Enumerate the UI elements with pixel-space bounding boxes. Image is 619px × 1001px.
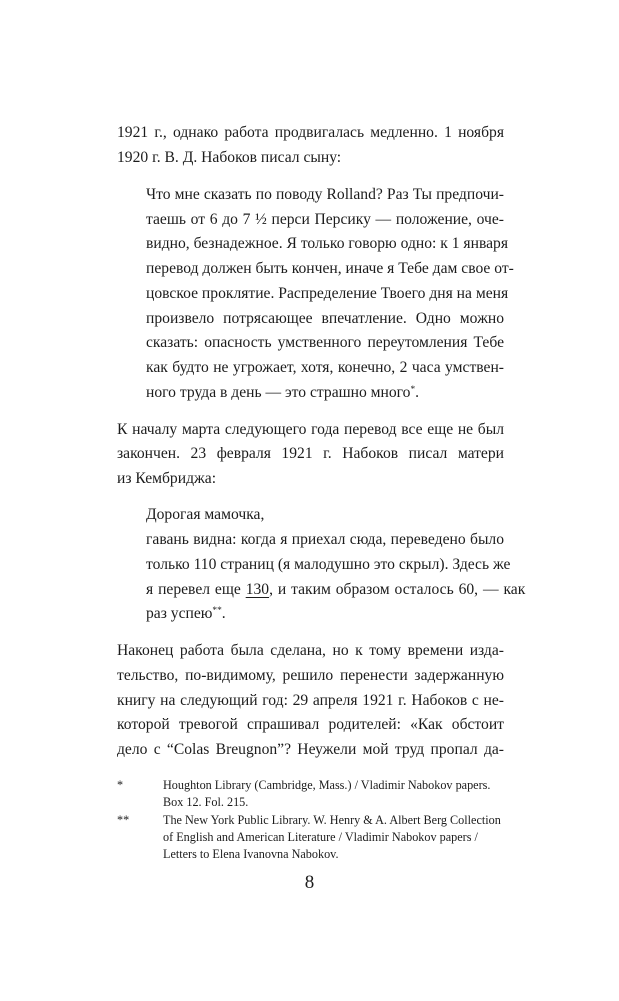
underlined-number: 130 [245, 581, 270, 598]
quote-1-line-8: как будто не угрожает, хотя, конечно, 2 часа умствен- [146, 359, 504, 376]
paragraph-3-line-1: Наконец работа была сделана, но к тому времени изда- [117, 642, 504, 659]
quote-2-line-4 [146, 604, 504, 624]
footnote-2-line-1: The New York Public Library. W. Henry & A. Albert Berg Collection [163, 813, 501, 827]
quote-1-line-4: перевод должен быть кончен, иначе я Тебе дам свое от- [146, 260, 514, 277]
footnote-ref-1: * [410, 384, 416, 395]
paragraph-2-line-3: из Кембриджа: [117, 470, 217, 487]
paragraph-1-line-2: 1920 г. В. Д. Набоков писал сыну: [117, 149, 342, 166]
quote-1-line-1: Что мне сказать по поводу Rolland? Раз Ты предпочи- [146, 186, 504, 203]
footnote-1-line-1: Houghton Library (Cambridge, Mass.) / Vladimir Nabokov papers. [163, 778, 491, 792]
paragraph-3-line-4: которой тревогой спрашивал родителей: «Как обстоит [117, 716, 504, 733]
quote-1-line-9-text: ного труда в день — это страшно много [146, 384, 411, 401]
quote-2-line-3-start: я перевел еще [146, 581, 246, 598]
paragraph-3-line-3: книгу на следующий год: 29 апреля 1921 г. Набоков с не- [117, 692, 504, 709]
paragraph-3-line-2: тельство, по-видимому, решило перенести задержанную [117, 667, 504, 684]
footnote-1-mark: * [117, 778, 124, 792]
page-number: 8 [304, 872, 315, 893]
quote-1-line-7: сказать: опасность умственного переутомления Тебе [146, 334, 504, 351]
quote-2-line-2: только 110 страниц (я малодушно это скрыл). Здесь же [146, 556, 511, 573]
quote-2-greeting: Дорогая мамочка, [146, 506, 265, 523]
quote-2-line-3-end: , и таким образом осталось 60, — как [269, 581, 526, 598]
paragraph-1-line-1: 1921 г., однако работа продвигалась медленно. 1 ноября [117, 124, 504, 141]
paragraph-2-line-1: К началу марта следующего года перевод все еще не был [117, 421, 504, 438]
quote-2-line-4-end: . [221, 605, 226, 622]
quote-1-line-9: ного труда в день — это страшно много*. [146, 384, 420, 401]
quote-1-line-5: цовское проклятие. Распределение Твоего дня на меня [146, 285, 509, 302]
quote-2-line-4-text: раз успею [146, 605, 213, 622]
quote-1-line-2: таешь от 6 до 7 ½ перси Персику — положение, оче- [146, 211, 504, 228]
footnote-ref-2: ** [212, 605, 222, 616]
quote-1-line-6: произвело потрясающее впечатление. Одно можно [146, 310, 504, 327]
quote-2-line-3 [146, 580, 526, 600]
quote-2-line-1: гавань видна: когда я приехал сюда, переведено было [146, 531, 504, 548]
paragraph-2-line-2: закончен. 23 февраля 1921 г. Набоков писал матери [117, 445, 504, 462]
footnote-2-line-3: Letters to Elena Ivanovna Nabokov. [163, 847, 339, 861]
footnote-2-line-2: of English and American Literature / Vladimir Nabokov papers / [163, 830, 478, 844]
quote-1-line-3: видно, безнадежное. Я только говорю одно: к 1 января [146, 235, 508, 252]
paragraph-3-line-5: дело с “Colas Breugnon”? Неужели мой труд пропал да- [117, 741, 504, 758]
footnote-1-line-2: Box 12. Fol. 215. [163, 795, 249, 809]
footnote-2-mark: ** [117, 813, 130, 827]
